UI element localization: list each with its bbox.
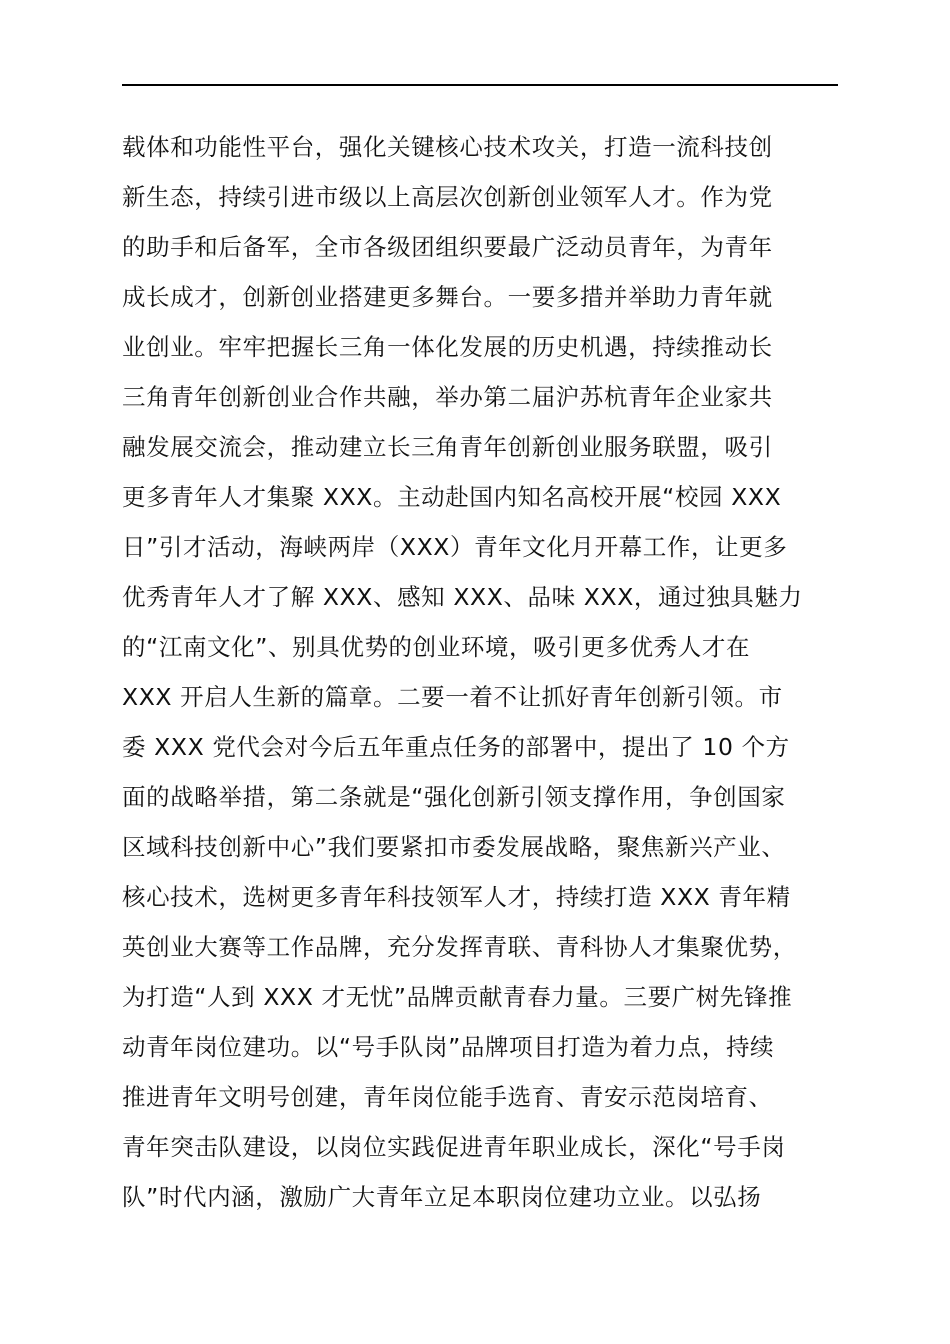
text-line: 推进青年文明号创建，青年岗位能手选育、青安示范岗培育、 (122, 1083, 773, 1111)
text-line: 的助手和后备军，全市各级团组织要最广泛动员青年，为青年 (122, 233, 773, 261)
text-line: 队”时代内涵，激励广大青年立足本职岗位建功立业。以弘扬 (122, 1183, 762, 1211)
text-line: 核心技术，选树更多青年科技领军人才，持续打造 XXX 青年精 (122, 883, 791, 911)
text-line: 更多青年人才集聚 XXX。主动赴国内知名高校开展“校园 XXX (122, 483, 782, 511)
text-line: 成长成才，创新创业搭建更多舞台。一要多措并举助力青年就 (122, 283, 773, 311)
text-line: 英创业大赛等工作品牌，充分发挥青联、青科协人才集聚优势， (122, 933, 797, 961)
text-line: 为打造“人到 XXX 才无忧”品牌贡献青春力量。三要广树先锋推 (122, 983, 793, 1011)
text-line: XXX 开启人生新的篇章。二要一着不让抓好青年创新引领。市 (122, 683, 783, 711)
text-line: 三角青年创新创业合作共融，举办第二届沪苏杭青年企业家共 (122, 383, 773, 411)
text-line: 区域科技创新中心”我们要紧扣市委发展战略，聚焦新兴产业、 (122, 833, 786, 861)
body-paragraph (122, 122, 852, 1222)
text-line: 载体和功能性平台，强化关键核心技术攻关，打造一流科技创 (122, 133, 773, 161)
text-line: 新生态，持续引进市级以上高层次创新创业领军人才。作为党 (122, 183, 773, 211)
text-line: 业创业。牢牢把握长三角一体化发展的历史机遇，持续推动长 (122, 333, 773, 361)
text-line: 动青年岗位建功。以“号手队岗”品牌项目打造为着力点，持续 (122, 1033, 775, 1061)
text-line: 面的战略举措，第二条就是“强化创新引领支撑作用，争创国家 (122, 783, 786, 811)
text-line: 委 XXX 党代会对今后五年重点任务的部署中，提出了 10 个方 (122, 733, 790, 761)
text-line: 优秀青年人才了解 XXX、感知 XXX、品味 XXX，通过独具魅力 (122, 583, 803, 611)
text-line: 融发展交流会，推动建立长三角青年创新创业服务联盟，吸引 (122, 433, 773, 461)
header-rule (122, 84, 838, 86)
text-line: 青年突击队建设，以岗位实践促进青年职业成长，深化“号手岗 (122, 1133, 786, 1161)
text-line: 日”引才活动，海峡两岸（XXX）青年文化月开幕工作，让更多 (122, 533, 788, 561)
text-line: 的“江南文化”、别具优势的创业环境，吸引更多优秀人才在 (122, 633, 751, 661)
